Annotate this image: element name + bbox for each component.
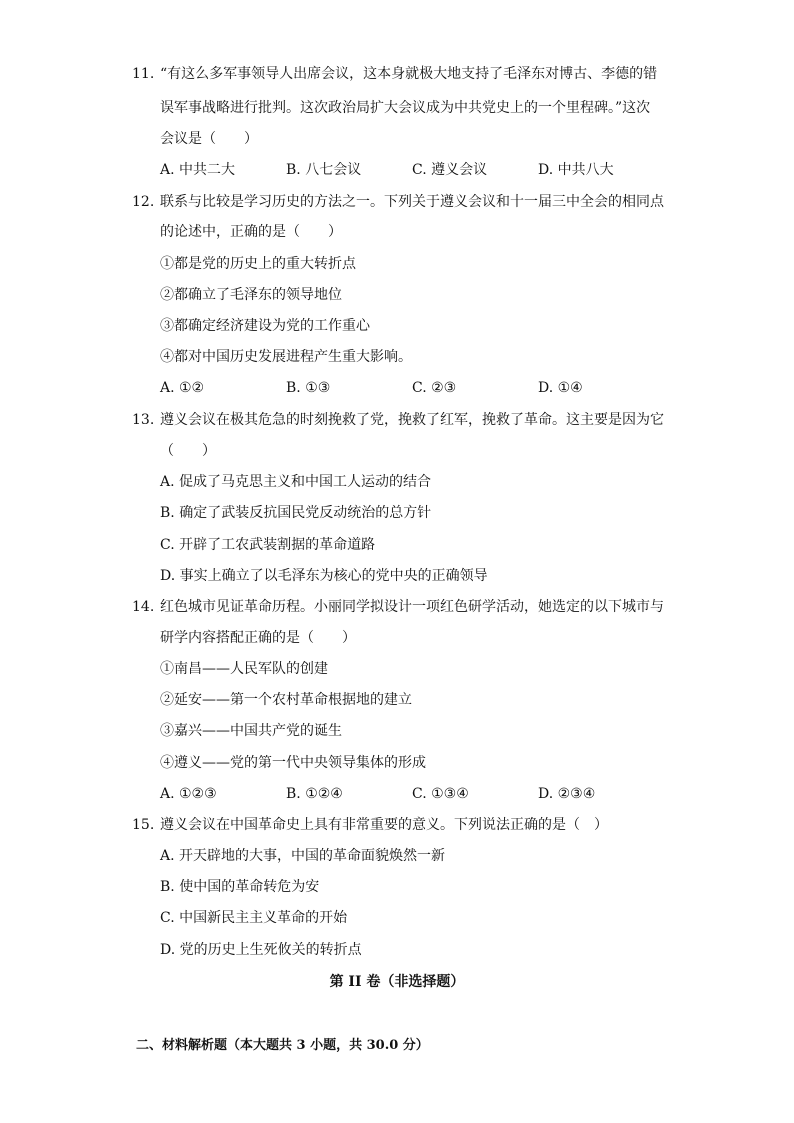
question-stem-line: 误军事战略进行批判。这次政治局扩大会议成为中共党史上的一个里程碑。”这次 [160,100,651,116]
option-d: D. ②③④ [538,786,596,802]
question-stem-line: 会议是（ ） [160,131,258,147]
option-a: A. 中共二大 [160,162,236,178]
statement-1: ①都是党的历史上的重大转折点 [160,256,356,272]
option-c: C. 开辟了工农武装割据的革命道路 [160,537,376,553]
question-stem-line: 遵义会议在中国革命史上具有非常重要的意义。下列说法正确的是（ ） [160,817,608,833]
question-stem-line: 红色城市见证革命历程。小丽同学拟设计一项红色研学活动，她选定的以下城市与 [160,599,664,615]
question-number: 13. [132,412,155,428]
part-title: 二、材料解析题（本大题共 3 小题，共 30.0 分） [136,1038,429,1053]
option-a: A. 开天辟地的大事，中国的革命面貌焕然一新 [160,848,446,864]
option-b: B. 八七会议 [286,162,362,178]
question-stem-line: “有这么多军事领导人出席会议，这本身就极大地支持了毛泽东对博古、李德的错 [160,66,658,82]
option-b: B. 确定了武装反抗国民党反动统治的总方针 [160,505,432,521]
option-a: A. ①② [160,380,205,396]
statement-2: ②都确立了毛泽东的领导地位 [160,287,342,303]
question-stem-line: 遵义会议在极其危急的时刻挽救了党，挽救了红军，挽救了革命。这主要是因为它 [160,412,664,428]
statement-4: ④遵义——党的第一代中央领导集体的形成 [160,755,426,771]
option-d: D. 党的历史上生死攸关的转折点 [160,942,362,958]
option-c: C. ①③④ [412,786,469,802]
section-title: 第 II 卷（非选择题） [329,974,465,990]
option-c: C. 中国新民主主义革命的开始 [160,910,348,926]
statement-4: ④都对中国历史发展进程产生重大影响。 [160,349,412,365]
question-stem-line: （ ） [160,443,216,459]
option-b: B. ①②④ [286,786,343,802]
statement-3: ③都确定经济建设为党的工作重心 [160,318,370,334]
option-c: C. ②③ [412,380,457,396]
question-number: 12. [132,194,155,210]
statement-1: ①南昌——人民军队的创建 [160,661,328,677]
option-d: D. 事实上确立了以毛泽东为核心的党中央的正确领导 [160,568,488,584]
question-number: 11. [132,66,155,82]
option-b: B. ①③ [286,380,331,396]
question-stem-line: 研学内容搭配正确的是（ ） [160,630,356,646]
option-a: A. 促成了马克思主义和中国工人运动的结合 [160,474,432,490]
statement-2: ②延安——第一个农村革命根据地的建立 [160,692,412,708]
question-number: 15. [132,817,155,833]
option-d: D. ①④ [538,380,583,396]
statement-3: ③嘉兴——中国共产党的诞生 [160,723,342,739]
question-stem-line: 联系与比较是学习历史的方法之一。下列关于遵义会议和十一届三中全会的相同点 [160,194,664,210]
option-b: B. 使中国的革命转危为安 [160,879,320,895]
question-stem-line: 的论述中，正确的是（ ） [160,224,342,240]
option-a: A. ①②③ [160,786,217,802]
option-d: D. 中共八大 [538,162,614,178]
question-number: 14. [132,599,155,615]
option-c: C. 遵义会议 [412,162,488,178]
